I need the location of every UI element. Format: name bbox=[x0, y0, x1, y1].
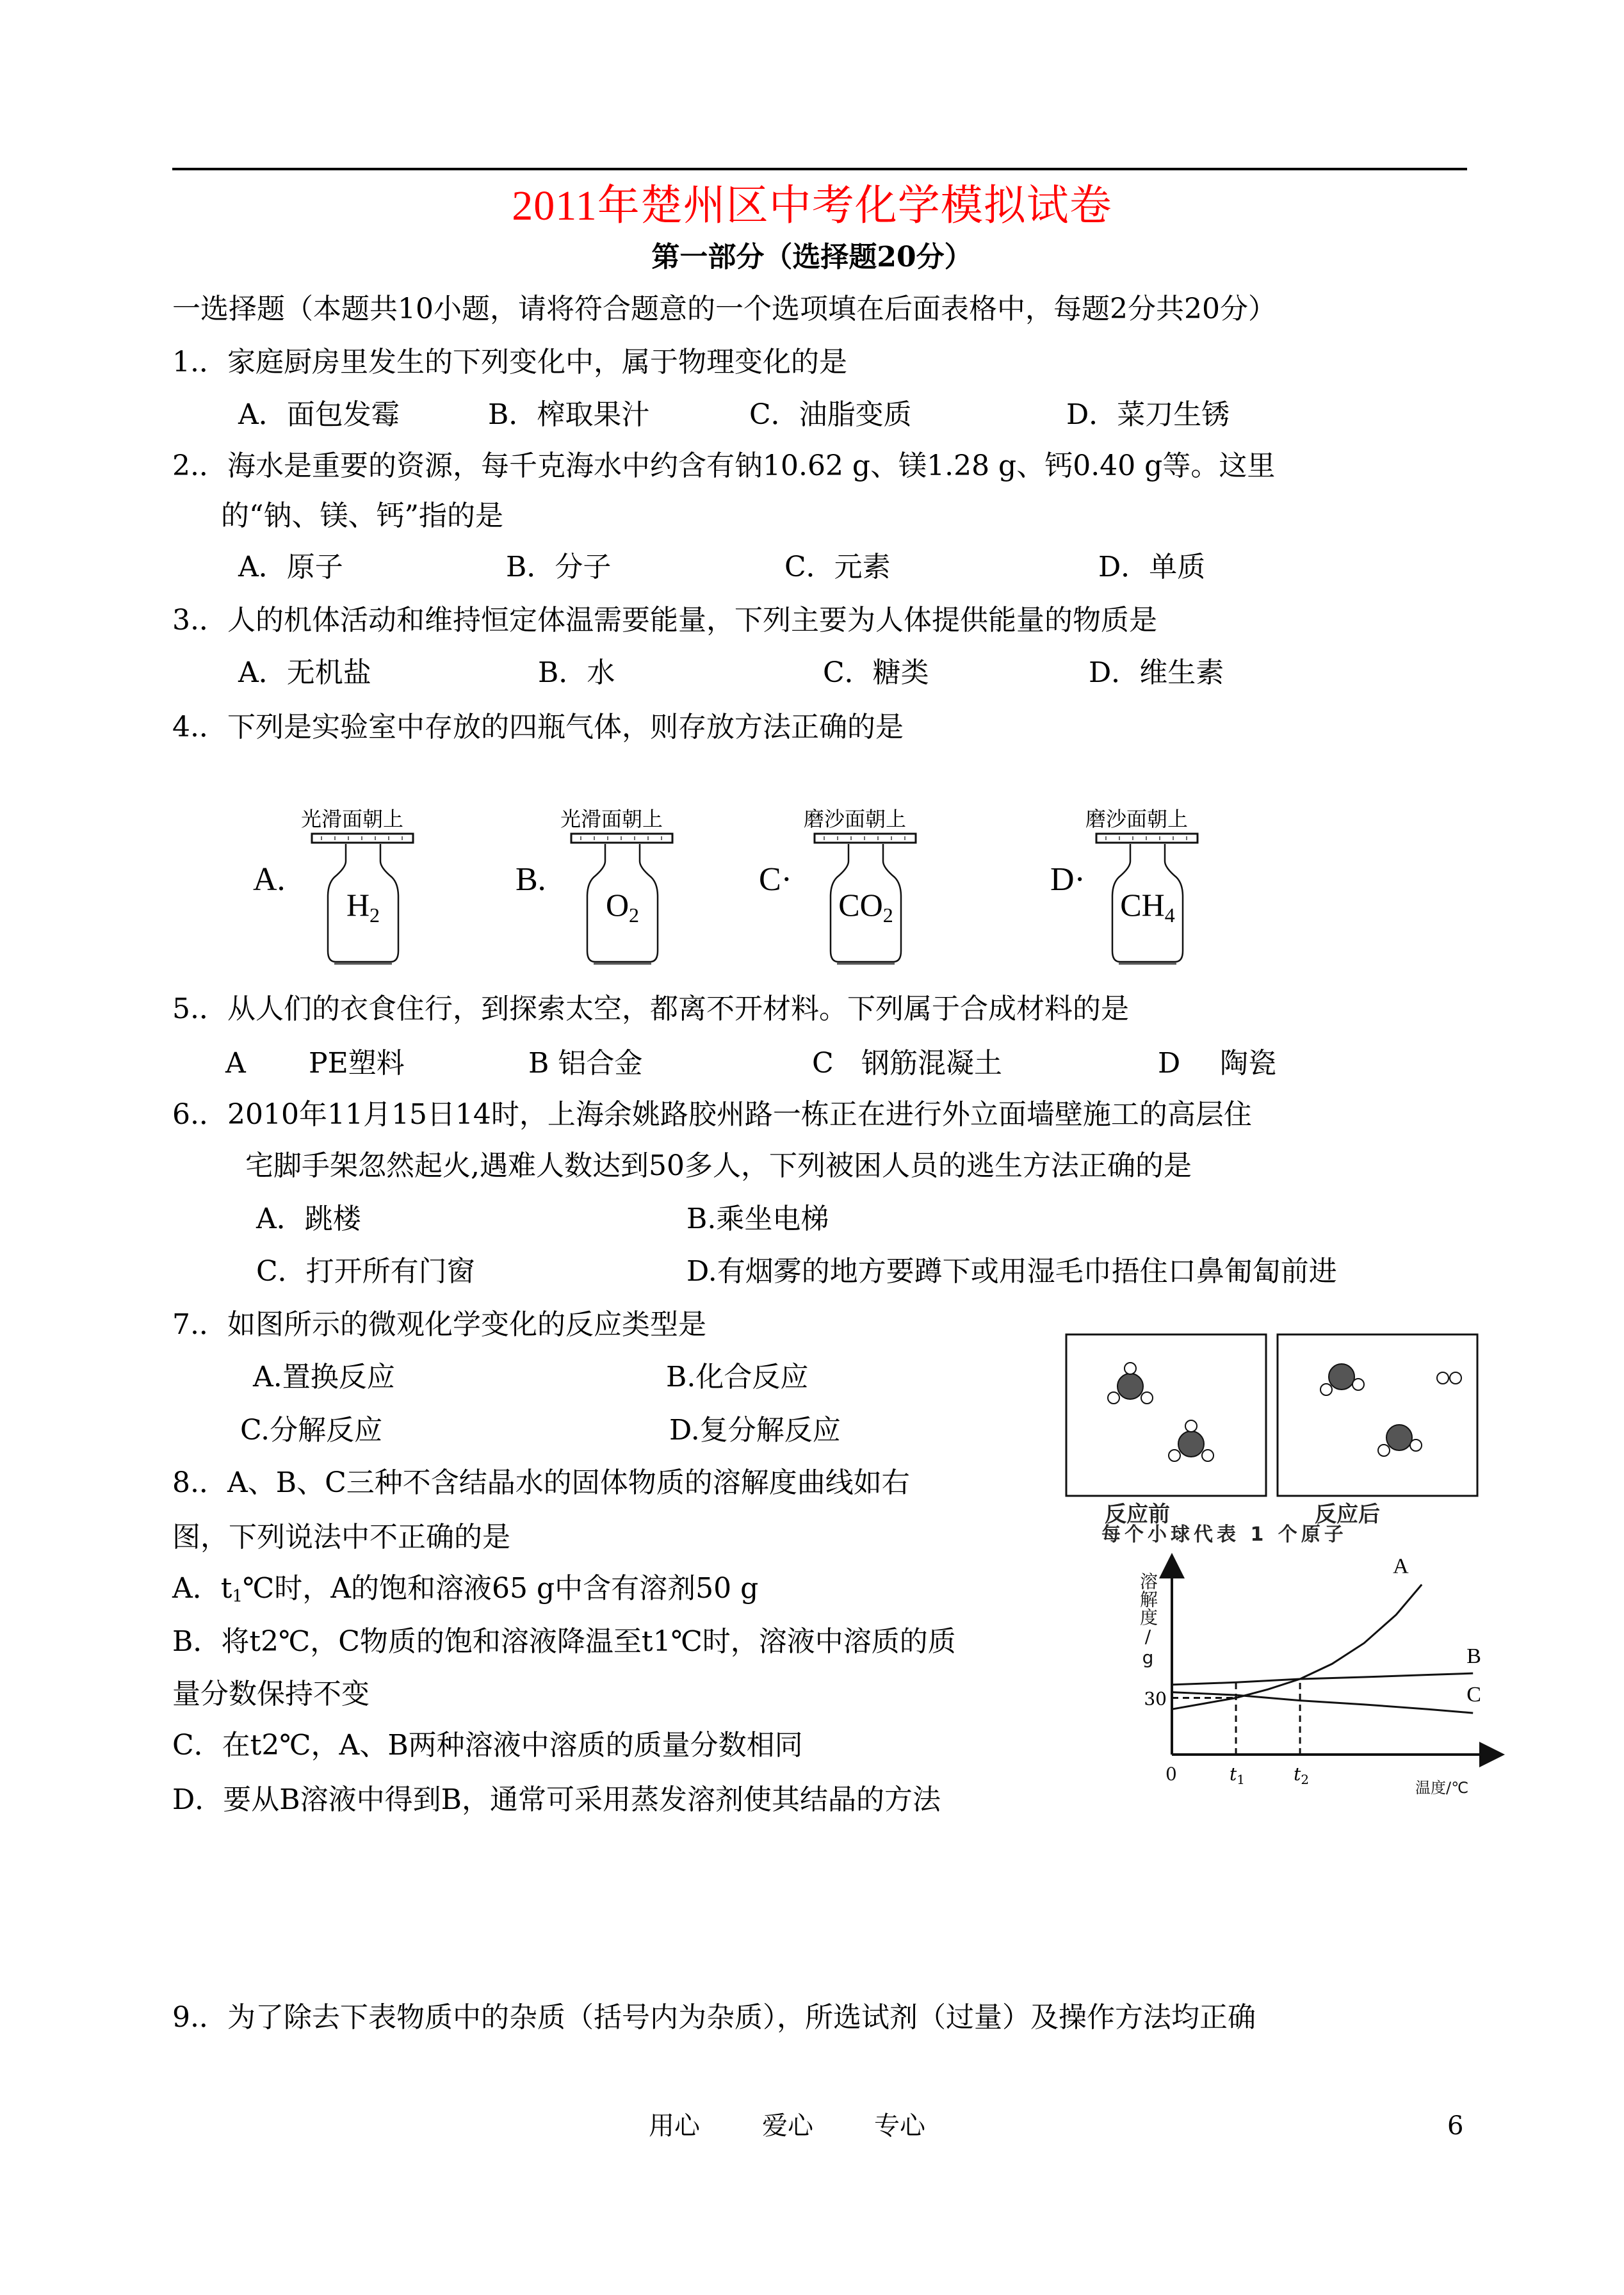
question-number: 2.． bbox=[172, 450, 227, 482]
gas-formula: $H_2$ bbox=[346, 887, 380, 927]
question-stem: 如图所示的微观化学变化的反应类型是 bbox=[227, 1308, 706, 1341]
question-number: 6.． bbox=[172, 1098, 227, 1131]
option-b[interactable]: B.乘坐电梯 bbox=[686, 1203, 829, 1235]
solubility-chart bbox=[1146, 1556, 1505, 1812]
question-number: 8.． bbox=[172, 1466, 227, 1499]
option-d-letter[interactable]: D bbox=[1158, 1047, 1181, 1080]
question-stem: 下列是实验室中存放的四瓶气体，则存放方法正确的是 bbox=[227, 711, 904, 743]
option-d[interactable]: D.复分解反应 bbox=[669, 1414, 841, 1447]
option-a[interactable] bbox=[172, 1571, 758, 1614]
small-atom bbox=[1320, 1384, 1332, 1395]
y-tick-label: 30 bbox=[1144, 1688, 1167, 1710]
small-atom bbox=[1378, 1445, 1390, 1456]
question-number: 9.． bbox=[172, 2001, 227, 2034]
caption-before: 反应前 bbox=[1105, 1502, 1170, 1527]
page-number: 6 bbox=[1447, 2111, 1464, 2141]
question-2 bbox=[172, 448, 1275, 484]
large-atom bbox=[1178, 1431, 1204, 1457]
option-a[interactable]: A．无机盐 bbox=[238, 656, 371, 689]
section-subtitle: 第一部分（选择题20分） bbox=[651, 241, 973, 273]
question-stem: 2010年11月15日14时，上海余姚路胶州路一栋正在进行外立面墙壁施工的高层住 bbox=[227, 1098, 1252, 1131]
series-label-c: C bbox=[1466, 1683, 1481, 1707]
gas-bottles-figure bbox=[231, 794, 1332, 980]
bottle-option-letter[interactable]: A. bbox=[253, 861, 286, 898]
option-c[interactable]: C．打开所有门窗 bbox=[256, 1255, 475, 1288]
option-c[interactable]: 钢筋混凝土 bbox=[861, 1047, 1002, 1080]
bottle-option-letter[interactable]: B. bbox=[516, 861, 546, 898]
option-a[interactable]: A．面包发霉 bbox=[238, 398, 400, 431]
gas-bottle-b bbox=[516, 807, 672, 964]
question-stem: 人的机体活动和维持恒定体温需要能量，下列主要为人体提供能量的物质是 bbox=[227, 604, 1157, 637]
bottle-option-letter[interactable]: D· bbox=[1050, 861, 1085, 898]
question-4 bbox=[172, 710, 904, 745]
question-1 bbox=[172, 345, 847, 380]
option-a[interactable]: A．原子 bbox=[238, 551, 343, 583]
series-label-a: A bbox=[1393, 1554, 1409, 1578]
option-c[interactable]: C．在t2℃，A、B两种溶液中溶质的质量分数相同 bbox=[172, 1729, 803, 1762]
small-atom bbox=[1108, 1392, 1119, 1404]
option-c[interactable]: C．元素 bbox=[784, 551, 891, 583]
option-a[interactable]: A．跳楼 bbox=[256, 1203, 361, 1235]
bottle-label: 磨沙面朝上 bbox=[804, 807, 907, 831]
option-c[interactable]: C．糖类 bbox=[823, 656, 929, 689]
question-stem: 为了除去下表物质中的杂质（括号内为杂质），所选试剂（过量）及操作方法均正确 bbox=[227, 2001, 1256, 2034]
small-atom bbox=[1202, 1450, 1214, 1461]
question-stem-continued: 宅脚手架忽然起火,遇难人数达到50多人，下列被困人员的逃生方法正确的是 bbox=[245, 1149, 1192, 1182]
glass-plate bbox=[312, 834, 413, 843]
question-number: 7.． bbox=[172, 1308, 227, 1341]
gas-bottle-c bbox=[759, 807, 916, 964]
small-atom bbox=[1410, 1439, 1422, 1451]
subscript: 1 bbox=[232, 1587, 243, 1606]
option-c[interactable]: C．油脂变质 bbox=[749, 398, 912, 431]
footer-motto-2: 爱心 bbox=[762, 2111, 813, 2141]
question-stem-continued: 的“钠、镁、钙”指的是 bbox=[221, 499, 503, 532]
gas-bottle-d bbox=[1050, 807, 1198, 964]
option-a-letter[interactable]: A bbox=[225, 1047, 246, 1080]
small-atom bbox=[1141, 1392, 1153, 1404]
question-stem: 家庭厨房里发生的下列变化中，属于物理变化的是 bbox=[227, 346, 847, 378]
gas-formula: $CO_2$ bbox=[838, 887, 893, 927]
question-stem: 海水是重要的资源，每千克海水中约含有钠10.62 g、镁1.28 g、钙0.40 g等。这里 bbox=[227, 450, 1276, 482]
small-atom bbox=[1352, 1379, 1364, 1390]
option-d[interactable]: D．单质 bbox=[1098, 551, 1206, 583]
question-stem: 从人们的衣食住行，到探索太空，都离不开材料。下列属于合成材料的是 bbox=[227, 993, 1129, 1025]
large-atom bbox=[1117, 1374, 1143, 1399]
series-label-b: B bbox=[1466, 1644, 1481, 1669]
section-instruction: 一选择题（本题共10小题，请将符合题意的一个选项填在后面表格中，每题2分共20分） bbox=[172, 293, 1276, 325]
option-text: ℃时，A的饱和溶液65 g中含有溶剂50 g bbox=[243, 1572, 759, 1605]
option-b-continued: 量分数保持不变 bbox=[172, 1678, 369, 1710]
small-atom bbox=[1125, 1363, 1136, 1374]
option-b[interactable]: B．榨取果汁 bbox=[488, 398, 650, 431]
page-title: 2011年楚州区中考化学模拟试卷 bbox=[512, 182, 1112, 229]
footer-motto-3: 专心 bbox=[874, 2111, 925, 2141]
bottle-label: 光滑面朝上 bbox=[560, 807, 663, 831]
option-text: A．t bbox=[172, 1572, 232, 1605]
molecule-reaction-figure bbox=[1060, 1326, 1495, 1527]
option-a[interactable]: A.置换反应 bbox=[253, 1361, 395, 1393]
option-c[interactable]: C.分解反应 bbox=[240, 1414, 383, 1447]
glass-plate bbox=[1096, 834, 1198, 843]
x-tick-label: $t_2$ bbox=[1294, 1764, 1310, 1787]
option-d[interactable]: D．维生素 bbox=[1089, 656, 1224, 689]
option-d[interactable]: 陶瓷 bbox=[1220, 1047, 1276, 1080]
question-3 bbox=[172, 603, 1157, 638]
x-axis-label: 温度/℃ bbox=[1415, 1779, 1469, 1797]
origin-label: 0 bbox=[1165, 1764, 1177, 1785]
small-atom bbox=[1437, 1372, 1449, 1384]
question-number: 3.． bbox=[172, 604, 227, 637]
bottle-option-letter[interactable]: C· bbox=[759, 861, 792, 898]
option-c-letter[interactable]: C bbox=[812, 1047, 834, 1080]
glass-plate bbox=[815, 834, 916, 843]
option-d[interactable]: D．菜刀生锈 bbox=[1066, 398, 1230, 431]
question-8 bbox=[172, 1465, 910, 1501]
bottle-label: 光滑面朝上 bbox=[301, 807, 404, 831]
question-number: 5.． bbox=[172, 993, 227, 1025]
large-atom bbox=[1329, 1364, 1354, 1390]
small-atom bbox=[1185, 1420, 1197, 1432]
question-9 bbox=[172, 2000, 1256, 2036]
caption-after: 反应后 bbox=[1315, 1502, 1380, 1527]
option-a[interactable]: PE塑料 bbox=[309, 1047, 405, 1080]
series-line-b bbox=[1172, 1673, 1473, 1685]
gas-formula: $CH_4$ bbox=[1120, 887, 1175, 927]
x-tick-label: $t_1$ bbox=[1230, 1764, 1246, 1787]
series-line-c bbox=[1172, 1692, 1473, 1713]
gas-bottle-a bbox=[253, 807, 413, 964]
after-reaction-box bbox=[1278, 1334, 1477, 1496]
bottle-label: 磨沙面朝上 bbox=[1085, 807, 1189, 831]
question-stem-continued: 图，下列说法中不正确的是 bbox=[172, 1521, 510, 1553]
footer-motto-1: 用心 bbox=[649, 2111, 700, 2141]
y-axis-label: 溶解度/g bbox=[1137, 1572, 1158, 1668]
small-atom bbox=[1169, 1450, 1180, 1461]
glass-plate bbox=[571, 834, 672, 843]
small-atom bbox=[1450, 1372, 1461, 1384]
question-5 bbox=[172, 991, 1129, 1027]
figure-note: 每个小球代表 1 个原子 bbox=[1101, 1523, 1347, 1546]
option-b[interactable]: B 铝合金 bbox=[528, 1047, 643, 1080]
header-rule bbox=[172, 168, 1467, 170]
before-reaction-box bbox=[1066, 1334, 1266, 1496]
option-b[interactable]: B．分子 bbox=[506, 551, 612, 583]
question-6 bbox=[172, 1097, 1252, 1133]
question-number: 4.． bbox=[172, 711, 227, 743]
question-stem: A、B、C三种不含结晶水的固体物质的溶解度曲线如右 bbox=[227, 1466, 910, 1499]
option-b[interactable]: B．水 bbox=[538, 656, 615, 689]
series-line-a bbox=[1172, 1585, 1422, 1710]
option-b[interactable]: B．将t2℃，C物质的饱和溶液降温至t1℃时，溶液中溶质的质 bbox=[172, 1625, 956, 1658]
option-d[interactable]: D.有烟雾的地方要蹲下或用湿毛巾捂住口鼻匍匐前进 bbox=[686, 1255, 1337, 1288]
question-number: 1.． bbox=[172, 346, 227, 378]
gas-formula: $O_2$ bbox=[605, 887, 640, 927]
option-b[interactable]: B.化合反应 bbox=[666, 1361, 809, 1393]
option-d[interactable]: D．要从B溶液中得到B，通常可采用蒸发溶剂使其结晶的方法 bbox=[172, 1783, 941, 1816]
question-7 bbox=[172, 1307, 706, 1343]
large-atom bbox=[1386, 1425, 1412, 1450]
